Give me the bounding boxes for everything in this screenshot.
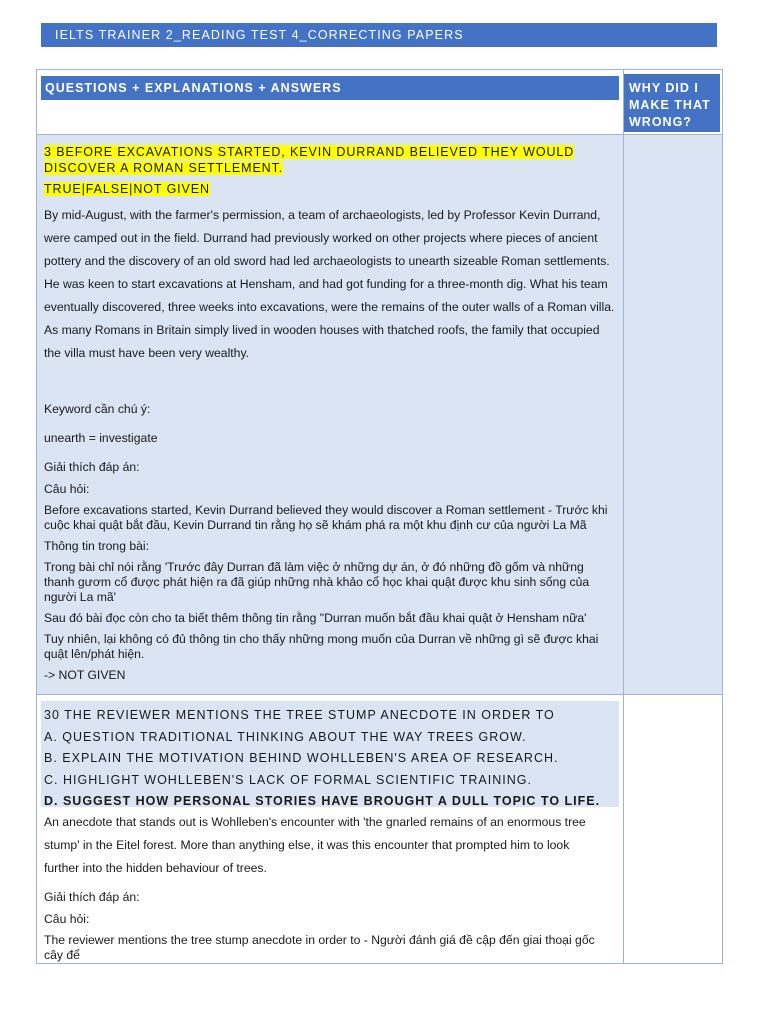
- q3-options: TRUE|FALSE|NOT GIVEN: [44, 182, 210, 196]
- q3-keyword: unearth = investigate: [44, 431, 158, 445]
- q30-question: 30 THE REVIEWER MENTIONS THE TREE STUMP ANECDOTE IN ORDER TO: [44, 708, 555, 722]
- document-title-bar: [41, 23, 717, 47]
- q30-question-translation: The reviewer mentions the tree stump anecdote in order to - Người đánh giá đề cập đến giai thoại gốc cây để: [44, 933, 595, 962]
- q30-explain-label: Giải thích đáp án:: [44, 890, 140, 904]
- q3-question-label: Câu hỏi:: [44, 482, 90, 496]
- q3-question-translation: Before excavations started, Kevin Durrand believed they would discover a Roman settlement - Trước khi cuộc khai quật bắt đầu, Kevin Durrand tin rằng họ sẽ khám phá ra một khu định cư của người La Mã: [44, 503, 608, 532]
- q3-passage-line: As many Romans in Britain simply lived in wooden houses with thatched roofs, the family that occupied: [44, 323, 600, 337]
- q3-info-label: Thông tin trong bài:: [44, 539, 150, 553]
- q3-passage-line: pottery and the discovery of an old sword had led archaeologists to unearth sizeable Roman settlements.: [44, 254, 610, 268]
- q3-info-3: Tuy nhiên, lại không có đủ thông tin cho thấy những mong muốn của Durran về những gì sẽ được khai quật lên/phát hiện.: [44, 632, 599, 661]
- column-header-why-wrong-label: WHY DID I MAKE THAT WRONG?: [629, 81, 711, 129]
- q3-info-2: Sau đó bài đọc còn cho ta biết thêm thông tin rằng "Durran muốn bắt đầu khai quật ở Hensham nữa': [44, 611, 587, 625]
- q3-passage-line: the villa must have been very wealthy.: [44, 346, 250, 360]
- q30-option-a: A. QUESTION TRADITIONAL THINKING ABOUT THE WAY TREES GROW.: [44, 729, 527, 744]
- q3-passage-line: He was keen to start excavations at Hensham, and had got funding for a three-month dig. What his team: [44, 277, 608, 291]
- q3-question: 3 BEFORE EXCAVATIONS STARTED, KEVIN DURRAND BELIEVED THEY WOULD DISCOVER A ROMAN SETTLEMENT.: [44, 145, 575, 175]
- q3-keyword-label: Keyword cần chú ý:: [44, 402, 151, 416]
- row-q3-notes-cell: [624, 135, 722, 694]
- column-header-questions: [41, 76, 619, 100]
- q3-passage-line: eventually discovered, three weeks into excavations, were the remains of the outer walls of a Roman villa.: [44, 300, 615, 314]
- column-header-questions-label: QUESTIONS + EXPLANATIONS + ANSWERS: [45, 81, 342, 95]
- q3-question-block: [44, 144, 616, 197]
- q30-option-d-correct: D. SUGGEST HOW PERSONAL STORIES HAVE BROUGHT A DULL TOPIC TO LIFE.: [44, 794, 601, 808]
- q30-option-c: C. HIGHLIGHT WOHLLEBEN'S LACK OF FORMAL SCIENTIFIC TRAINING.: [44, 772, 532, 787]
- q30-passage-line: further into the hidden behaviour of trees.: [44, 861, 267, 875]
- q30-passage-line: An anecdote that stands out is Wohlleben's encounter with 'the gnarled remains of an enormous tree: [44, 815, 586, 829]
- row-divider: [37, 694, 722, 695]
- q3-answer: -> NOT GIVEN: [44, 668, 126, 682]
- q3-passage: [44, 204, 616, 365]
- column-divider: [623, 70, 624, 963]
- q30-passage: [44, 811, 616, 880]
- column-header-why-wrong: [624, 74, 720, 132]
- q30-option-b: B. EXPLAIN THE MOTIVATION BEHIND WOHLLEBEN'S AREA OF RESEARCH.: [44, 751, 559, 765]
- q30-question-label: Câu hỏi:: [44, 912, 90, 926]
- q3-passage-line: were camped out in the field. Durrand had previously worked on other projects where pieces of ancient: [44, 231, 598, 245]
- q30-question-block: [41, 701, 619, 807]
- document-title: IELTS TRAINER 2_READING TEST 4_CORRECTING PAPERS: [55, 28, 464, 42]
- header-row-divider: [37, 134, 722, 135]
- q30-passage-line: stump' in the Eitel forest. More than anything else, it was this encounter that prompted him to look: [44, 838, 570, 852]
- q3-explanation: [44, 402, 616, 683]
- q3-passage-line: By mid-August, with the farmer's permission, a team of archaeologists, led by Professor Kevin Durrand,: [44, 208, 601, 222]
- q3-explain-label: Giải thích đáp án:: [44, 460, 140, 474]
- q30-explanation: [44, 890, 616, 963]
- q3-info-1: Trong bài chỉ nói rằng 'Trước đây Durran đã làm việc ở những dự án, ở đó những đồ gốm và những thanh gươm cổ được phát hiện ra đã giúp những nhà khảo cổ học khai quật được khu sinh sống của người La mã': [44, 560, 590, 604]
- qa-table: [36, 69, 723, 964]
